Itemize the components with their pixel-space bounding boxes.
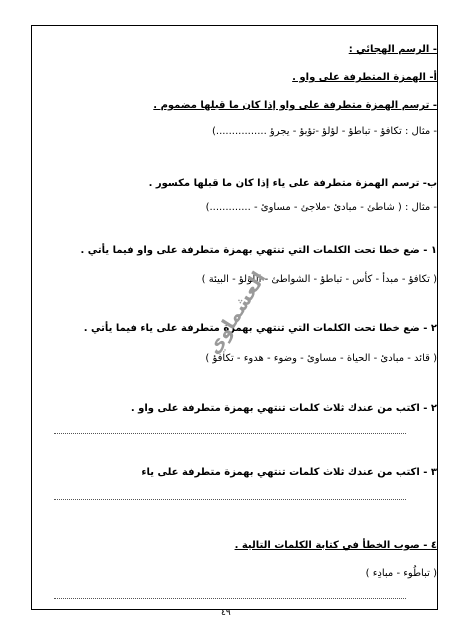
page-number: ٤٩ — [221, 608, 231, 618]
answer-line-3[interactable] — [54, 598, 406, 599]
part-a-example: - مثال : تكافؤ - تباطؤ - لؤلؤ -تؤبؤ - يجرؤ ................) — [211, 126, 437, 137]
question-1-prompt: ١ - ضع خطا تحت الكلمات التي تنتهي بهمزة متطرفة على واو فيما يأتي . — [80, 245, 437, 256]
answer-line-1[interactable] — [54, 433, 406, 434]
section-title: - الرسم الهجائي : — [348, 44, 437, 55]
question-5-prompt: ٤ - صوب الخطأ في كتابة الكلمات التالية . — [234, 540, 437, 551]
question-4-prompt: ٣ - اكتب من عندك ثلاث كلمات تنتهي بهمزة متطرفة على ياء — [141, 467, 437, 478]
part-a-rule: - ترسم الهمزة متطرفة على واو إذا كان ما قبلها مضموم . — [153, 100, 437, 111]
question-2-prompt: ٢ - ضع خطا تحت الكلمات التي تنتهي بهمزة متطرفة على ياء فيما يأتي . — [83, 323, 437, 334]
question-2-words: ( قائد - مبادئ - الحياة - مساوئ - وضوء - هدوء - تكافؤ ) — [205, 353, 437, 364]
question-1-words: ( تكافؤ - مبدأ - كأس - تباطؤ - الشواطئ - اللؤلؤ - البيئة ) — [201, 274, 437, 285]
watermark: العشماوي — [202, 267, 271, 359]
question-3-prompt: ٢ - اكتب من عندك ثلاث كلمات تنتهي بهمزة متطرفة على واو . — [130, 403, 437, 414]
part-a-title: أ- الهمزة المتطرفة على واو . — [292, 72, 437, 83]
part-b-example: - مثال : ( شاطئ - مبادئ -ملاجئ - مساوئ - .............) — [205, 202, 437, 213]
answer-line-2[interactable] — [54, 499, 406, 500]
question-5-words: ( تباطُوء - مبادِء ) — [365, 568, 437, 579]
part-b-title: ب- ترسم الهمزة متطرفة على ياء إذا كان ما قبلها مكسور . — [148, 178, 437, 189]
